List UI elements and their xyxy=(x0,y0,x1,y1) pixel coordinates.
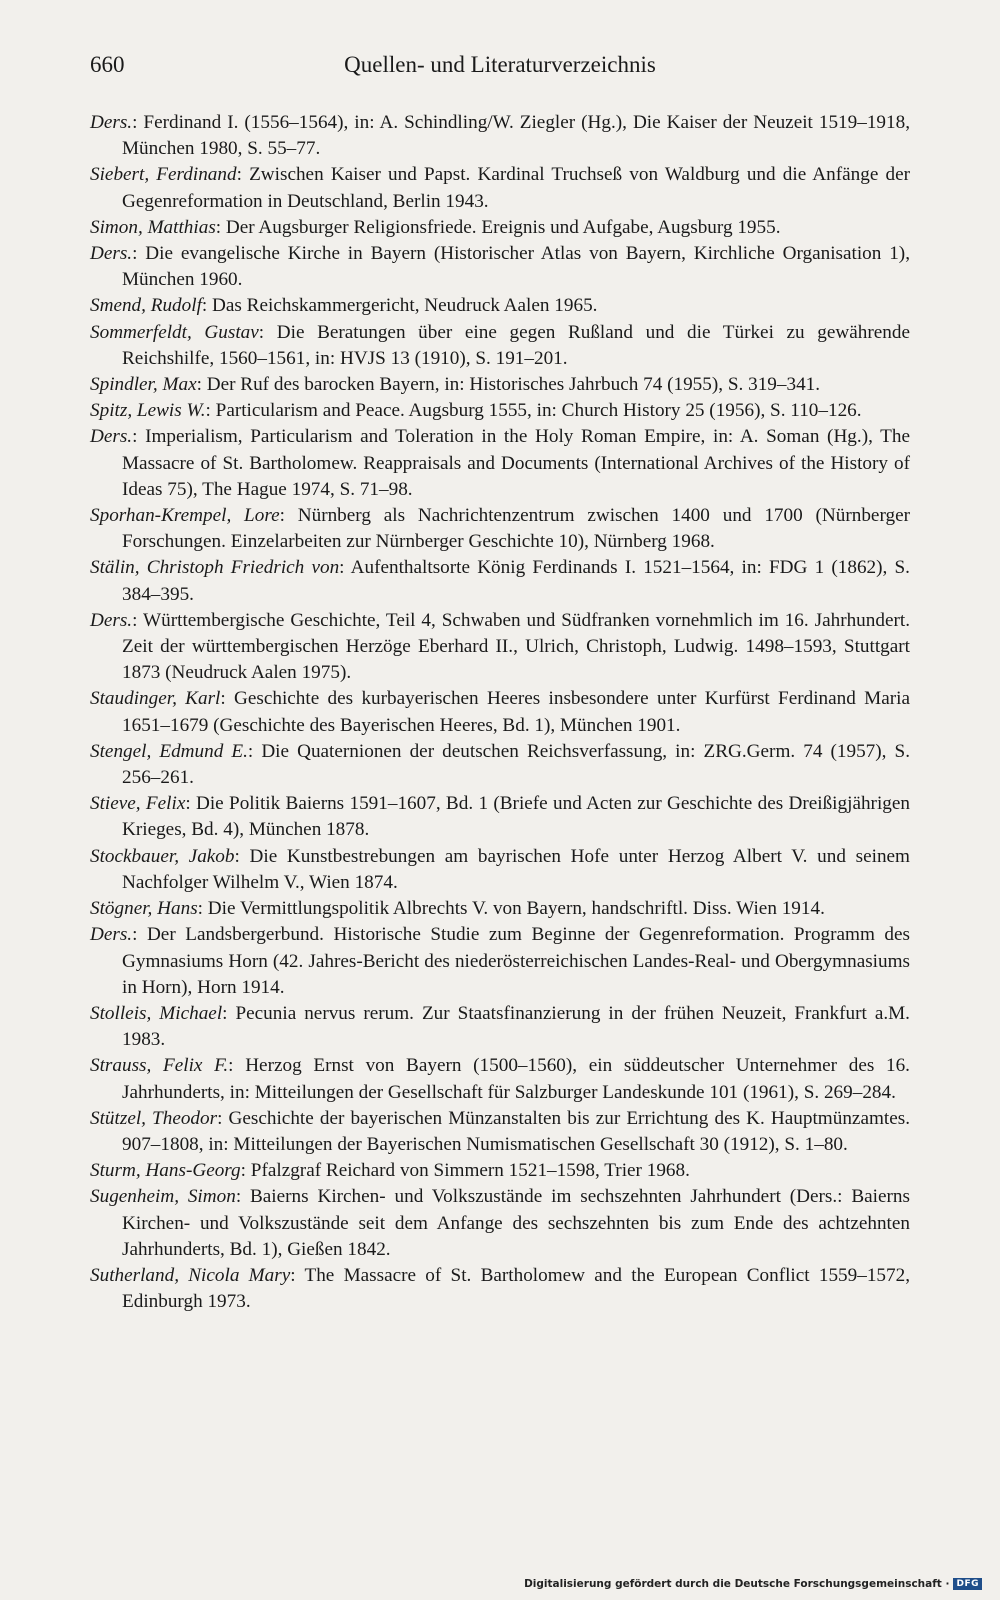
entry-author: Stockbauer, Jakob xyxy=(90,845,235,867)
entry-author: Stögner, Hans xyxy=(90,898,198,920)
entry-text: : The Massacre of St. Bartholomew and the European Conflict 1559–1572, Edinburgh 1973. xyxy=(122,1264,910,1313)
entry-text: : Die Politik Baierns 1591–1607, Bd. 1 (Briefe und Acten zur Geschichte des Dreißigjährigen Krieges, Bd. 4), München 1878. xyxy=(122,793,910,841)
bibliography-entry xyxy=(90,162,910,214)
bibliography-entry xyxy=(90,1106,910,1158)
entry-author: Sporhan-Krempel, Lore xyxy=(90,505,280,527)
entry-author: Smend, Rudolf xyxy=(90,295,202,317)
page-number: 660 xyxy=(90,52,125,77)
bibliography-entry xyxy=(90,922,910,1001)
bibliography-entry xyxy=(90,241,910,293)
entry-text: : Baierns Kirchen- und Volkszustände im sechszehnten Jahrhundert (Ders.: Baierns Kirchen- und Volkszustände seit dem Anfange des sechszehnten bis zum Ende des achtzehnten Jahrhunderts, Bd. 1), Gießen 1842. xyxy=(122,1186,910,1260)
entry-text: : Pecunia nervus rerum. Zur Staatsfinanzierung in der frühen Neuzeit, Frankfurt a.M. 1983. xyxy=(122,1002,910,1051)
entry-author: Stützel, Theodor xyxy=(90,1107,218,1129)
bibliography-entry xyxy=(90,739,910,791)
bibliography-list xyxy=(90,110,910,1315)
entry-text: : Die Beratungen über eine gegen Rußland und die Türkei zu gewährende Reichshilfe, 1560–1561, in: HVJS 13 (1910), S. 191–201. xyxy=(122,321,910,369)
entry-author: Ders. xyxy=(90,112,133,133)
entry-author: Sturm, Hans-Georg xyxy=(90,1160,241,1182)
bibliography-entry xyxy=(90,503,910,555)
bibliography-entry xyxy=(90,844,910,896)
footer-credit: Digitalisierung gefördert durch die Deutsche Forschungsgemeinschaft · xyxy=(524,1578,950,1590)
entry-text: : Die evangelische Kirche in Bayern (Historischer Atlas von Bayern, Kirchliche Organisation 1), München 1960. xyxy=(122,243,910,291)
entry-author: Sutherland, Nicola Mary xyxy=(90,1264,291,1286)
entry-author: Ders. xyxy=(90,609,133,631)
entry-text: : Ferdinand I. (1556–1564), in: A. Schindling/W. Ziegler (Hg.), Die Kaiser der Neuzeit 1519–1918, München 1980, S. 55–77. xyxy=(122,112,910,160)
bibliography-entry xyxy=(90,110,910,162)
digitization-footer xyxy=(524,1578,982,1590)
bibliography-entry xyxy=(90,896,910,922)
entry-author: Siebert, Ferdinand xyxy=(90,164,237,186)
entry-author: Stälin, Christoph Friedrich von xyxy=(90,557,340,579)
entry-text: : Der Ruf des barocken Bayern, in: Historisches Jahrbuch 74 (1955), S. 319–341. xyxy=(196,374,821,396)
entry-text: : Die Quaternionen der deutschen Reichsverfassung, in: ZRG.Germ. 74 (1957), S. 256–261. xyxy=(122,740,911,789)
bibliography-entry xyxy=(90,1053,910,1105)
entry-author: Stieve, Felix xyxy=(90,793,186,815)
running-title: Quellen- und Literaturverzeichnis xyxy=(344,52,656,77)
bibliography-entry xyxy=(90,1158,910,1184)
entry-text: : Pfalzgraf Reichard von Simmern 1521–1598, Trier 1968. xyxy=(240,1160,690,1182)
entry-text: : Württembergische Geschichte, Teil 4, Schwaben und Südfranken vornehmlich im 16. Jahrhundert. Zeit der württembergischen Herzöge Eberhard II., Ulrich, Christoph, Ludwig. 1498–1593, Stuttgart 1873 (Neudruck Aalen 1975). xyxy=(122,609,910,684)
entry-author: Sugenheim, Simon xyxy=(90,1186,236,1208)
bibliography-entry xyxy=(90,293,910,319)
bibliography-entry xyxy=(90,215,910,241)
bibliography-entry xyxy=(90,1263,910,1315)
entry-text: : Herzog Ernst von Bayern (1500–1560), ein süddeutscher Unternehmer des 16. Jahrhunderts, in: Mitteilungen der Gesellschaft für Salzburger Landeskunde 101 (1961), S. 269–284. xyxy=(122,1055,910,1103)
entry-text: : Geschichte des kurbayerischen Heeres insbesondere unter Kurfürst Ferdinand Maria 1651–1679 (Geschichte des Bayerischen Heeres, Bd. 1), München 1901. xyxy=(122,688,910,736)
entry-author: Stengel, Edmund E. xyxy=(90,740,248,762)
bibliography-entry xyxy=(90,320,910,372)
bibliography-entry xyxy=(90,1184,910,1263)
dfg-logo: DFG xyxy=(953,1578,982,1590)
bibliography-entry xyxy=(90,608,910,687)
entry-author: Ders. xyxy=(90,924,133,946)
entry-text: : Die Vermittlungspolitik Albrechts V. von Bayern, handschriftl. Diss. Wien 1914. xyxy=(197,898,825,920)
entry-author: Ders. xyxy=(90,243,133,265)
page-header xyxy=(90,52,910,86)
entry-text: : Das Reichskammergericht, Neudruck Aalen 1965. xyxy=(201,295,598,317)
bibliography-entry xyxy=(90,686,910,738)
entry-author: Spitz, Lewis W. xyxy=(90,400,206,422)
bibliography-entry xyxy=(90,555,910,607)
entry-text: : Geschichte der bayerischen Münzanstalten bis zur Errichtung des K. Hauptmünzamtes. 907–1808, in: Mitteilungen der Bayerischen Numismatischen Gesellschaft 30 (1912), S. 1–80. xyxy=(122,1107,910,1155)
bibliography-entry xyxy=(90,424,910,503)
entry-text: : Nürnberg als Nachrichtenzentrum zwischen 1400 und 1700 (Nürnberger Forschungen. Einzelarbeiten zur Nürnberger Geschichte 10), Nürnberg 1968. xyxy=(122,505,910,553)
entry-text: : Particularism and Peace. Augsburg 1555, in: Church History 25 (1956), S. 110–126. xyxy=(205,400,862,422)
bibliography-entry xyxy=(90,791,910,843)
entry-text: : Aufenthaltsorte König Ferdinands I. 1521–1564, in: FDG 1 (1862), S. 384–395. xyxy=(122,557,910,605)
entry-text: : Zwischen Kaiser und Papst. Kardinal Truchseß von Waldburg und die Anfänge der Gegenreformation in Deutschland, Berlin 1943. xyxy=(122,164,911,212)
entry-author: Spindler, Max xyxy=(90,374,197,396)
entry-text: : Imperialism, Particularism and Toleration in the Holy Roman Empire, in: A. Soman (Hg.), The Massacre of St. Bartholomew. Reappraisals and Documents (International Archives of the History of Ideas 75), The Hague 1974, S. 71–98. xyxy=(122,426,910,500)
entry-author: Sommerfeldt, Gustav xyxy=(90,321,259,343)
entry-author: Ders. xyxy=(90,426,133,448)
entry-author: Stolleis, Michael xyxy=(90,1002,223,1024)
bibliography-entry xyxy=(90,1001,910,1053)
entry-text: : Die Kunstbestrebungen am bayrischen Hofe unter Herzog Albert V. und seinem Nachfolger Wilhelm V., Wien 1874. xyxy=(122,845,910,893)
bibliography-entry xyxy=(90,398,910,424)
entry-author: Staudinger, Karl xyxy=(90,688,221,710)
entry-author: Strauss, Felix F. xyxy=(90,1055,229,1077)
bibliography-entry xyxy=(90,372,910,398)
entry-text: : Der Augsburger Religionsfriede. Ereignis und Aufgabe, Augsburg 1955. xyxy=(215,216,781,238)
entry-author: Simon, Matthias xyxy=(90,216,216,238)
entry-text: : Der Landsbergerbund. Historische Studie zum Beginne der Gegenreformation. Programm des Gymnasiums Horn (42. Jahres-Bericht des niederösterreichischen Landes-Real- und Obergymnasiums in Horn), Horn 1914. xyxy=(122,924,910,998)
